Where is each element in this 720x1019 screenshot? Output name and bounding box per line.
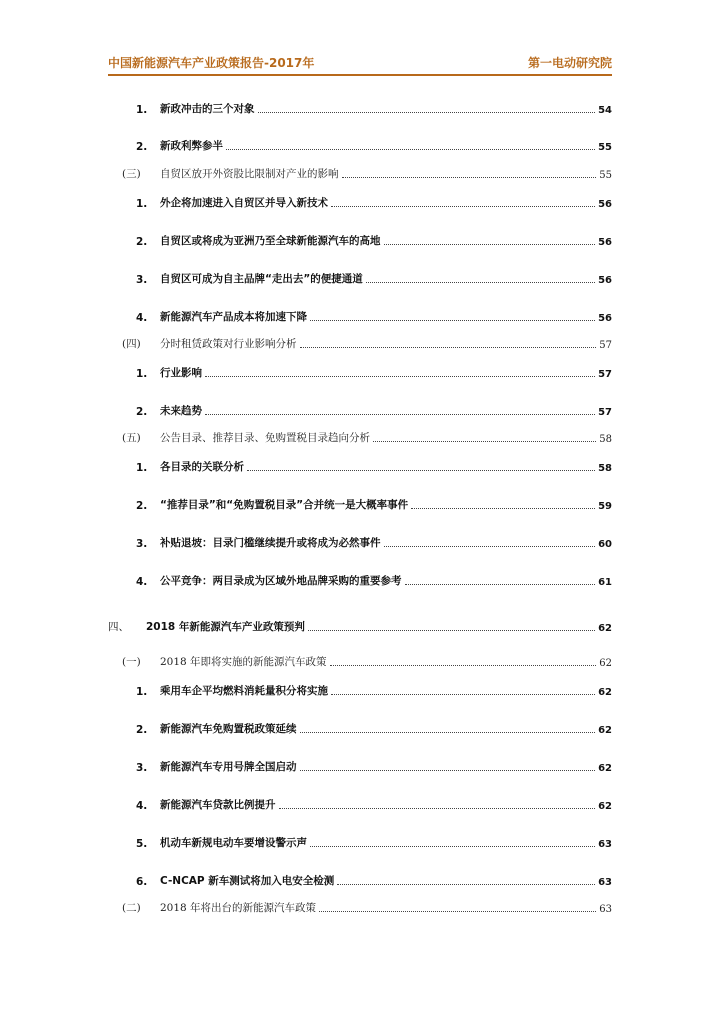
dot-leader (205, 375, 595, 377)
dot-leader (384, 545, 596, 547)
toc-number: (一) (122, 656, 141, 668)
toc-title: 自贸区可成为自主品牌“走出去”的便捷通道 (160, 273, 363, 285)
toc-title: 新能源汽车免购置税政策延续 (160, 723, 297, 735)
toc-page-number: 54 (598, 105, 612, 116)
toc-page-number: 57 (598, 369, 612, 380)
toc-title: 补贴退坡：目录门槛继续提升或将成为必然事件 (160, 537, 381, 549)
toc-title: 各目录的关联分析 (160, 461, 244, 473)
toc-title: 外企将加速进入自贸区并导入新技术 (160, 197, 328, 209)
toc-number: 2. (136, 406, 148, 418)
toc-number: (四) (122, 338, 141, 350)
toc-entry[interactable] (108, 897, 612, 915)
toc-title: 自贸区放开外资股比限制对产业的影响 (160, 168, 339, 180)
dot-leader (342, 176, 597, 178)
dot-leader (319, 910, 596, 912)
toc-number: 1. (136, 686, 148, 698)
publisher-name: 第一电动研究院 (527, 56, 612, 70)
toc-page-number: 62 (598, 801, 612, 812)
toc-title: 2018 年即将实施的新能源汽车政策 (160, 656, 327, 668)
toc-entry[interactable] (136, 456, 612, 474)
dot-leader (300, 769, 596, 771)
toc-title: 2018 年将出台的新能源汽车政策 (160, 902, 317, 914)
toc-page-number: 59 (598, 501, 612, 512)
toc-title: 自贸区或将成为亚洲乃至全球新能源汽车的高地 (160, 235, 381, 247)
toc-page-number: 56 (598, 275, 612, 286)
toc-page-number: 63 (598, 877, 612, 888)
toc-page-number: 55 (599, 170, 612, 181)
toc-entry[interactable] (108, 427, 612, 445)
dot-leader (258, 111, 596, 113)
toc-page-number: 57 (598, 407, 612, 418)
toc-title: 行业影响 (160, 367, 202, 379)
toc-number: (二) (122, 902, 141, 914)
dot-leader (310, 845, 595, 847)
dot-leader (226, 148, 595, 150)
toc-page-number: 56 (598, 237, 612, 248)
toc-entry[interactable] (108, 333, 612, 351)
toc-number: 3. (136, 274, 148, 286)
toc-number: (三) (122, 168, 141, 180)
toc-entry[interactable] (108, 616, 612, 634)
toc-page-number: 62 (598, 725, 612, 736)
toc-page-number: 58 (599, 434, 612, 445)
dot-leader (300, 346, 597, 348)
toc-entry[interactable] (136, 268, 612, 286)
toc-number: 1. (136, 368, 148, 380)
toc-page-number: 62 (598, 763, 612, 774)
toc-number: 2. (136, 500, 148, 512)
toc-title: 新能源汽车贷款比例提升 (160, 799, 276, 811)
toc-number: 2. (136, 141, 148, 153)
dot-leader (308, 629, 595, 631)
report-title: 中国新能源汽车产业政策报告-2017年 (108, 56, 315, 70)
dot-leader (331, 693, 595, 695)
toc-page-number: 60 (598, 539, 612, 550)
dot-leader (279, 807, 596, 809)
dot-leader (384, 243, 596, 245)
toc-number: 4. (136, 576, 148, 588)
toc-entry[interactable] (136, 870, 612, 888)
toc-entry[interactable] (108, 163, 612, 181)
toc-title: 新能源汽车产品成本将加速下降 (160, 311, 307, 323)
toc-title: “推荐目录”和“免购置税目录”合并统一是大概率事件 (160, 499, 409, 511)
toc-title: C-NCAP 新车测试将加入电安全检测 (160, 875, 335, 887)
toc-number: 1. (136, 104, 148, 116)
toc-page-number: 56 (598, 199, 612, 210)
toc-entry[interactable] (136, 192, 612, 210)
toc-title: 新政冲击的三个对象 (160, 103, 255, 115)
toc-title: 新政利弊参半 (160, 140, 223, 152)
toc-entry[interactable] (136, 306, 612, 324)
toc-page-number: 63 (599, 904, 612, 915)
toc-title: 2018 年新能源汽车产业政策预判 (146, 621, 305, 633)
toc-entry[interactable] (136, 230, 612, 248)
dot-leader (337, 883, 595, 885)
toc-number: 6. (136, 876, 148, 888)
toc-page-number: 58 (598, 463, 612, 474)
toc-page-number: 57 (599, 340, 612, 351)
toc-entry[interactable] (136, 832, 612, 850)
dot-leader (310, 319, 595, 321)
toc-number: 5. (136, 838, 148, 850)
toc-number: 4. (136, 312, 148, 324)
dot-leader (331, 205, 595, 207)
dot-leader (411, 507, 595, 509)
toc-number: 3. (136, 538, 148, 550)
dot-leader (330, 664, 597, 666)
toc-entry[interactable] (136, 570, 612, 588)
dot-leader (373, 440, 596, 442)
toc-title: 公告目录、推荐目录、免购置税目录趋向分析 (160, 432, 370, 444)
toc-entry[interactable] (136, 794, 612, 812)
toc-title: 未来趋势 (160, 405, 202, 417)
toc-entry[interactable] (136, 494, 612, 512)
toc-entry[interactable] (108, 651, 612, 669)
toc-number: 2. (136, 236, 148, 248)
toc-page-number: 61 (598, 577, 612, 588)
toc-page-number: 62 (599, 658, 612, 669)
toc-title: 公平竞争：两目录成为区域外地品牌采购的重要参考 (160, 575, 402, 587)
toc-title: 乘用车企平均燃料消耗量积分将实施 (160, 685, 328, 697)
toc-number: 2. (136, 724, 148, 736)
dot-leader (405, 583, 596, 585)
toc-entry[interactable] (136, 98, 612, 116)
toc-page-number: 63 (598, 839, 612, 850)
toc-number: 四、 (108, 621, 129, 633)
toc-number: 4. (136, 800, 148, 812)
toc-number: 1. (136, 462, 148, 474)
dot-leader (366, 281, 595, 283)
toc-entry[interactable] (136, 362, 612, 380)
toc-entry[interactable] (136, 680, 612, 698)
toc-page-number: 62 (598, 623, 612, 634)
toc-title: 分时租赁政策对行业影响分析 (160, 338, 297, 350)
toc-number: 1. (136, 198, 148, 210)
toc-entry[interactable] (136, 718, 612, 736)
toc-page-number: 55 (598, 142, 612, 153)
dot-leader (300, 731, 596, 733)
toc-number: (五) (122, 432, 141, 444)
toc-entry[interactable] (136, 135, 612, 153)
toc-page-number: 56 (598, 313, 612, 324)
toc-title: 机动车新规电动车要增设警示声 (160, 837, 307, 849)
toc-title: 新能源汽车专用号牌全国启动 (160, 761, 297, 773)
dot-leader (247, 469, 595, 471)
toc-number: 3. (136, 762, 148, 774)
dot-leader (205, 413, 595, 415)
toc-entry[interactable] (136, 400, 612, 418)
toc-page-number: 62 (598, 687, 612, 698)
toc-entry[interactable] (136, 756, 612, 774)
toc-entry[interactable] (136, 532, 612, 550)
